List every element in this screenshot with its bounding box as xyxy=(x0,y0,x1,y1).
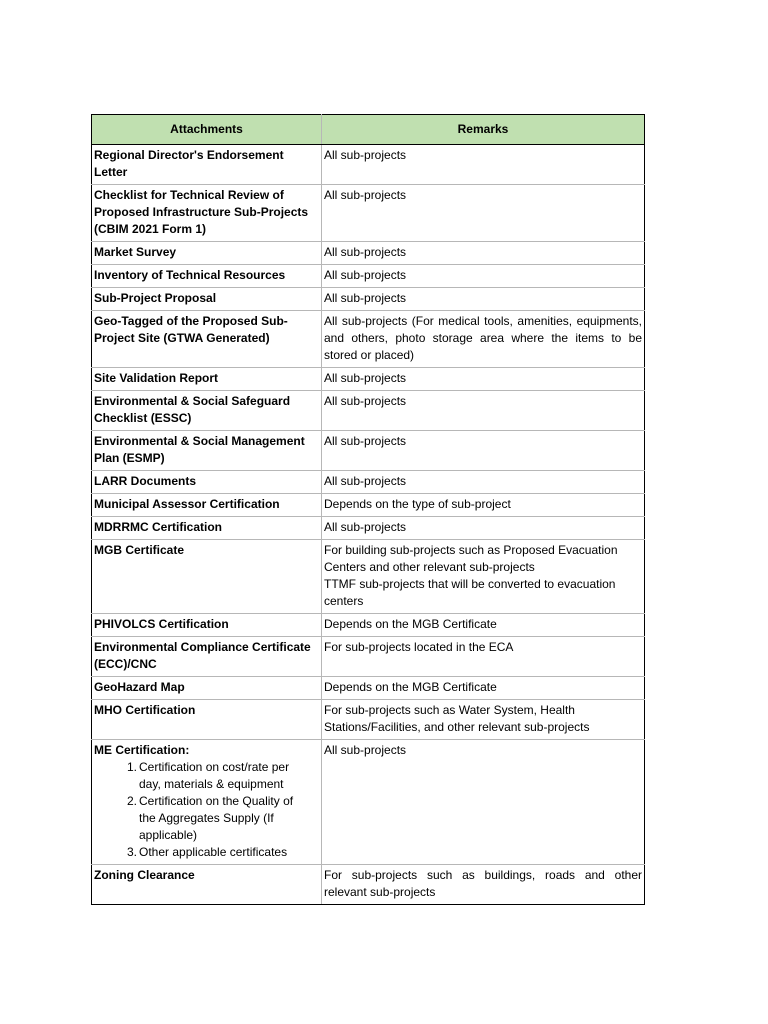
table-row xyxy=(92,740,645,865)
table-row xyxy=(92,494,645,517)
attachment-name: Environmental & Social Safeguard Checklist (ESSC) xyxy=(94,394,291,425)
attachment-name: Inventory of Technical Resources xyxy=(94,268,286,282)
attachment-cell xyxy=(92,865,322,905)
attachment-name: LARR Documents xyxy=(94,474,197,488)
sub-item-list xyxy=(94,759,319,861)
table-row xyxy=(92,540,645,614)
remarks-text: All sub-projects (For medical tools, amenities, equipments, and others, photo storage area where the items to be stored or placed) xyxy=(324,314,642,362)
table-row xyxy=(92,311,645,368)
remarks-text: For sub-projects such as Water System, Health Stations/Facilities, and other relevant sub-projects xyxy=(324,703,590,734)
attachment-name: Zoning Clearance xyxy=(94,868,195,882)
table-row xyxy=(92,391,645,431)
remarks-text: TTMF sub-projects that will be converted to evacuation centers xyxy=(324,577,616,608)
attachment-name: Geo-Tagged of the Proposed Sub-Project Site (GTWA Generated) xyxy=(94,314,288,345)
remarks-text: All sub-projects xyxy=(324,188,407,202)
attachment-cell xyxy=(92,471,322,494)
remarks-cell xyxy=(322,637,645,677)
attachment-name: Sub-Project Proposal xyxy=(94,291,217,305)
remarks-cell xyxy=(322,185,645,242)
attachment-cell xyxy=(92,494,322,517)
remarks-cell xyxy=(322,700,645,740)
attachment-name: Environmental Compliance Certificate (ECC)/CNC xyxy=(94,640,311,671)
remarks-text: All sub-projects xyxy=(324,394,407,408)
remarks-cell xyxy=(322,740,645,865)
remarks-cell xyxy=(322,311,645,368)
attachment-cell xyxy=(92,311,322,368)
remarks-cell xyxy=(322,517,645,540)
attachment-cell xyxy=(92,288,322,311)
table-row xyxy=(92,265,645,288)
remarks-cell xyxy=(322,242,645,265)
attachment-cell xyxy=(92,368,322,391)
attachment-cell xyxy=(92,391,322,431)
remarks-cell xyxy=(322,265,645,288)
table-row xyxy=(92,517,645,540)
attachment-name: Municipal Assessor Certification xyxy=(94,497,280,511)
remarks-cell xyxy=(322,431,645,471)
remarks-text: All sub-projects xyxy=(324,520,407,534)
attachment-name: PHIVOLCS Certification xyxy=(94,617,229,631)
remarks-text: All sub-projects xyxy=(324,268,407,282)
attachment-cell xyxy=(92,185,322,242)
remarks-text: All sub-projects xyxy=(324,474,407,488)
remarks-text: For building sub-projects such as Proposed Evacuation Centers and other relevant sub-projects xyxy=(324,543,618,574)
remarks-text: Depends on the MGB Certificate xyxy=(324,617,497,631)
list-item-text: Certification on the Quality of the Aggregates Supply (If applicable) xyxy=(139,794,294,842)
table-header-row xyxy=(92,115,645,145)
table-row xyxy=(92,865,645,905)
table-row xyxy=(92,185,645,242)
attachments-table xyxy=(91,114,645,905)
list-item-number: 1. xyxy=(126,760,137,774)
remarks-cell xyxy=(322,471,645,494)
list-item xyxy=(94,793,319,844)
list-item-number: 2. xyxy=(126,794,137,808)
table-row xyxy=(92,637,645,677)
attachment-cell xyxy=(92,431,322,471)
header-remarks: Remarks xyxy=(322,115,645,145)
attachment-cell xyxy=(92,637,322,677)
remarks-cell xyxy=(322,391,645,431)
attachment-name: MHO Certification xyxy=(94,703,196,717)
list-item xyxy=(94,844,319,861)
attachment-cell xyxy=(92,740,322,865)
attachment-cell xyxy=(92,145,322,185)
attachment-name: MDRRMC Certification xyxy=(94,520,222,534)
remarks-text: All sub-projects xyxy=(324,743,407,757)
list-item xyxy=(94,759,319,793)
attachment-cell xyxy=(92,614,322,637)
remarks-cell xyxy=(322,288,645,311)
attachment-name: MGB Certificate xyxy=(94,543,185,557)
attachment-name: Site Validation Report xyxy=(94,371,219,385)
attachment-name: Environmental & Social Management Plan (ESMP) xyxy=(94,434,305,465)
remarks-text: For sub-projects located in the ECA xyxy=(324,640,514,654)
attachment-cell xyxy=(92,677,322,700)
remarks-cell xyxy=(322,540,645,614)
list-item-number: 3. xyxy=(126,845,137,859)
attachment-cell xyxy=(92,242,322,265)
attachment-cell xyxy=(92,265,322,288)
table-row xyxy=(92,471,645,494)
table-row xyxy=(92,145,645,185)
remarks-text: All sub-projects xyxy=(324,371,407,385)
attachment-name: Market Survey xyxy=(94,245,177,259)
header-attachments: Attachments xyxy=(92,115,322,145)
table-row xyxy=(92,700,645,740)
table-row xyxy=(92,368,645,391)
attachment-name: Checklist for Technical Review of Proposed Infrastructure Sub-Projects (CBIM 2021 Form 1) xyxy=(94,188,309,236)
remarks-cell xyxy=(322,494,645,517)
table-row xyxy=(92,242,645,265)
remarks-cell xyxy=(322,614,645,637)
table-row xyxy=(92,431,645,471)
remarks-text: All sub-projects xyxy=(324,148,407,162)
attachment-cell xyxy=(92,700,322,740)
remarks-text: All sub-projects xyxy=(324,434,407,448)
list-item-text: Certification on cost/rate per day, materials & equipment xyxy=(139,760,290,791)
remarks-text: All sub-projects xyxy=(324,245,407,259)
remarks-text: All sub-projects xyxy=(324,291,407,305)
attachment-cell xyxy=(92,540,322,614)
attachment-name: GeoHazard Map xyxy=(94,680,185,694)
remarks-cell xyxy=(322,145,645,185)
attachment-name: Regional Director's Endorsement Letter xyxy=(94,148,284,179)
remarks-text: Depends on the type of sub-project xyxy=(324,497,511,511)
remarks-text: For sub-projects such as buildings, roads and other relevant sub-projects xyxy=(324,868,642,899)
remarks-cell xyxy=(322,368,645,391)
attachment-name: ME Certification: xyxy=(94,743,190,757)
attachment-cell xyxy=(92,517,322,540)
remarks-cell xyxy=(322,865,645,905)
remarks-text: Depends on the MGB Certificate xyxy=(324,680,497,694)
table-row xyxy=(92,614,645,637)
table-row xyxy=(92,677,645,700)
remarks-cell xyxy=(322,677,645,700)
list-item-text: Other applicable certificates xyxy=(139,845,288,859)
table-row xyxy=(92,288,645,311)
